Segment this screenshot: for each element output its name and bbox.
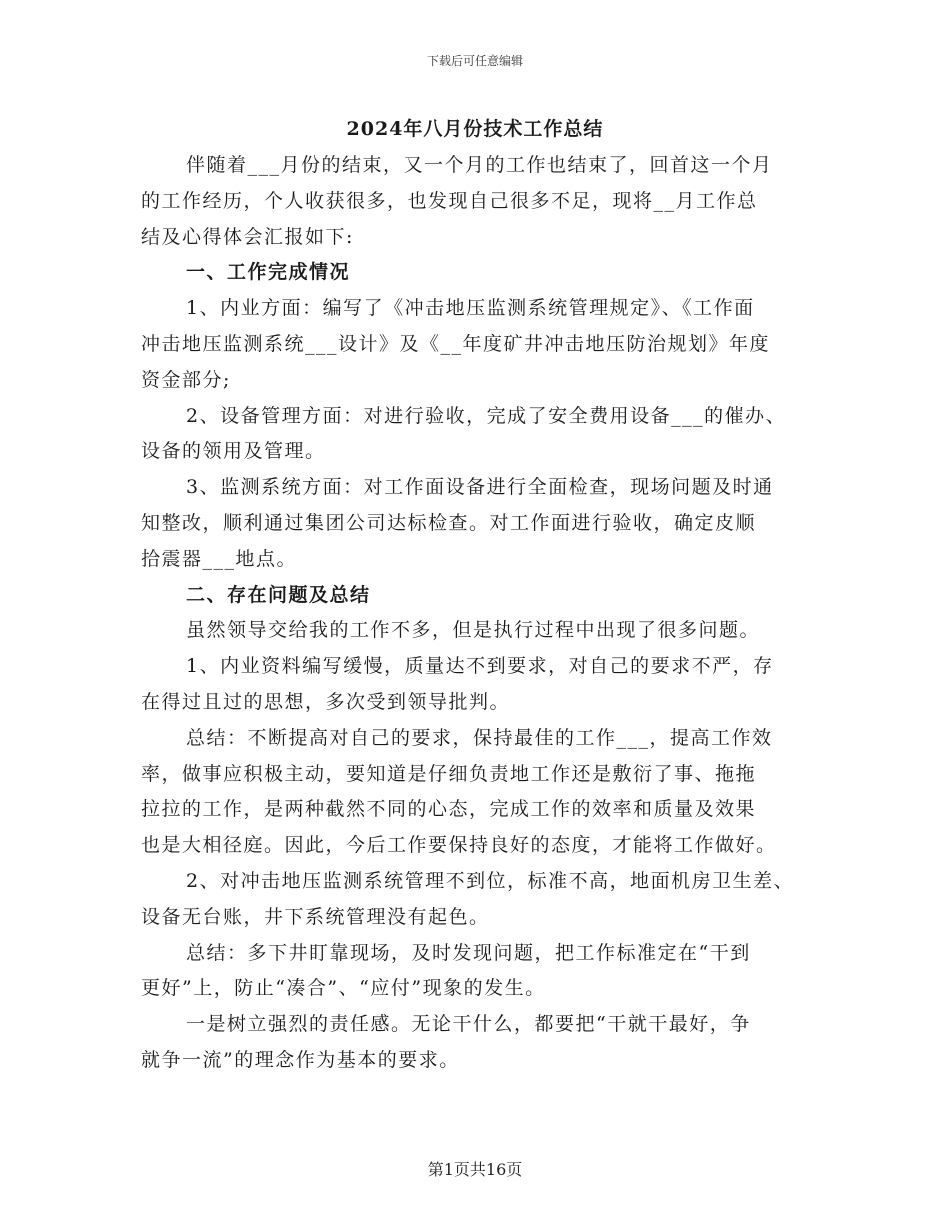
summary-1-line-3: 拉拉的工作，是两种截然不同的心态，完成工作的效率和质量及效果 xyxy=(141,798,757,821)
problems-intro-line: 虽然领导交给我的工作不多，但是执行过程中出现了很多问题。 xyxy=(186,619,761,642)
item-3-line-2: 知整改，顺利通过集团公司达标检查。对工作面进行验收，确定皮顺 xyxy=(141,511,757,534)
document-body xyxy=(141,148,821,1079)
item-1-line-1: 1、内业方面：编写了《冲击地压监测系统管理规定》、《工作面 xyxy=(186,297,755,320)
item-3-line-1: 3、监测系统方面：对工作面设备进行全面检查，现场问题及时通 xyxy=(186,476,774,499)
page-header: 下载后可任意编辑 xyxy=(426,54,523,68)
problem-1-line-1: 1、内业资料编写缓慢，质量达不到要求，对自己的要求不严，存 xyxy=(186,655,774,678)
point-1-line-2: 就争一流”的理念作为基本的要求。 xyxy=(141,1048,460,1071)
item-2-line-1: 2、设备管理方面：对进行验收，完成了安全费用设备___的催办、 xyxy=(186,404,787,427)
problem-2-line-2: 设备无台账，井下系统管理没有起色。 xyxy=(141,905,490,928)
page-number: 第1页共16页 xyxy=(427,1160,523,1179)
section-heading-1: 一、工作完成情况 xyxy=(186,261,351,284)
problem-2-line-1: 2、对冲击地压监测系统管理不到位，标准不高，地面机房卫生差、 xyxy=(186,869,795,892)
intro-line-2: 的工作经历，个人收获很多，也发现自己很多不足，现将__月工作总 xyxy=(141,189,758,212)
summary-2-line-1: 总结：多下井盯靠现场，及时发现问题，把工作标准定在“干到 xyxy=(186,941,751,964)
document-title: 2024年八月份技术工作总结 xyxy=(346,118,604,140)
item-2-line-2: 设备的领用及管理。 xyxy=(141,440,326,463)
item-1-line-2: 冲击地压监测系统___设计》及《__年度矿井冲击地压防治规划》年度 xyxy=(141,332,771,355)
point-1-line-1: 一是树立强烈的责任感。无论干什么，都要把“干就干最好，争 xyxy=(186,1013,751,1036)
summary-1-line-4: 也是大相径庭。因此，今后工作要保持良好的态度，才能将工作做好。 xyxy=(141,834,777,857)
intro-line-3: 结及心得体会汇报如下: xyxy=(141,225,354,248)
summary-1-line-1: 总结：不断提高对自己的要求，保持最佳的工作___，提高工作效 xyxy=(186,726,773,749)
summary-1-line-2: 率，做事应积极主动，要知道是仔细负责地工作还是敷衍了事、拖拖 xyxy=(141,762,757,785)
item-1-line-3: 资金部分; xyxy=(141,368,231,391)
section-heading-2: 二、存在问题及总结 xyxy=(186,583,371,606)
intro-line-1: 伴随着___月份的结束，又一个月的工作也结束了，回首这一个月 xyxy=(186,154,773,176)
problem-1-line-2: 在得过且过的思想，多次受到领导批判。 xyxy=(141,690,511,713)
item-3-line-3: 拾震器___地点。 xyxy=(141,547,298,570)
summary-2-line-2: 更好”上，防止“凑合”、“应付”现象的发生。 xyxy=(141,977,546,1000)
